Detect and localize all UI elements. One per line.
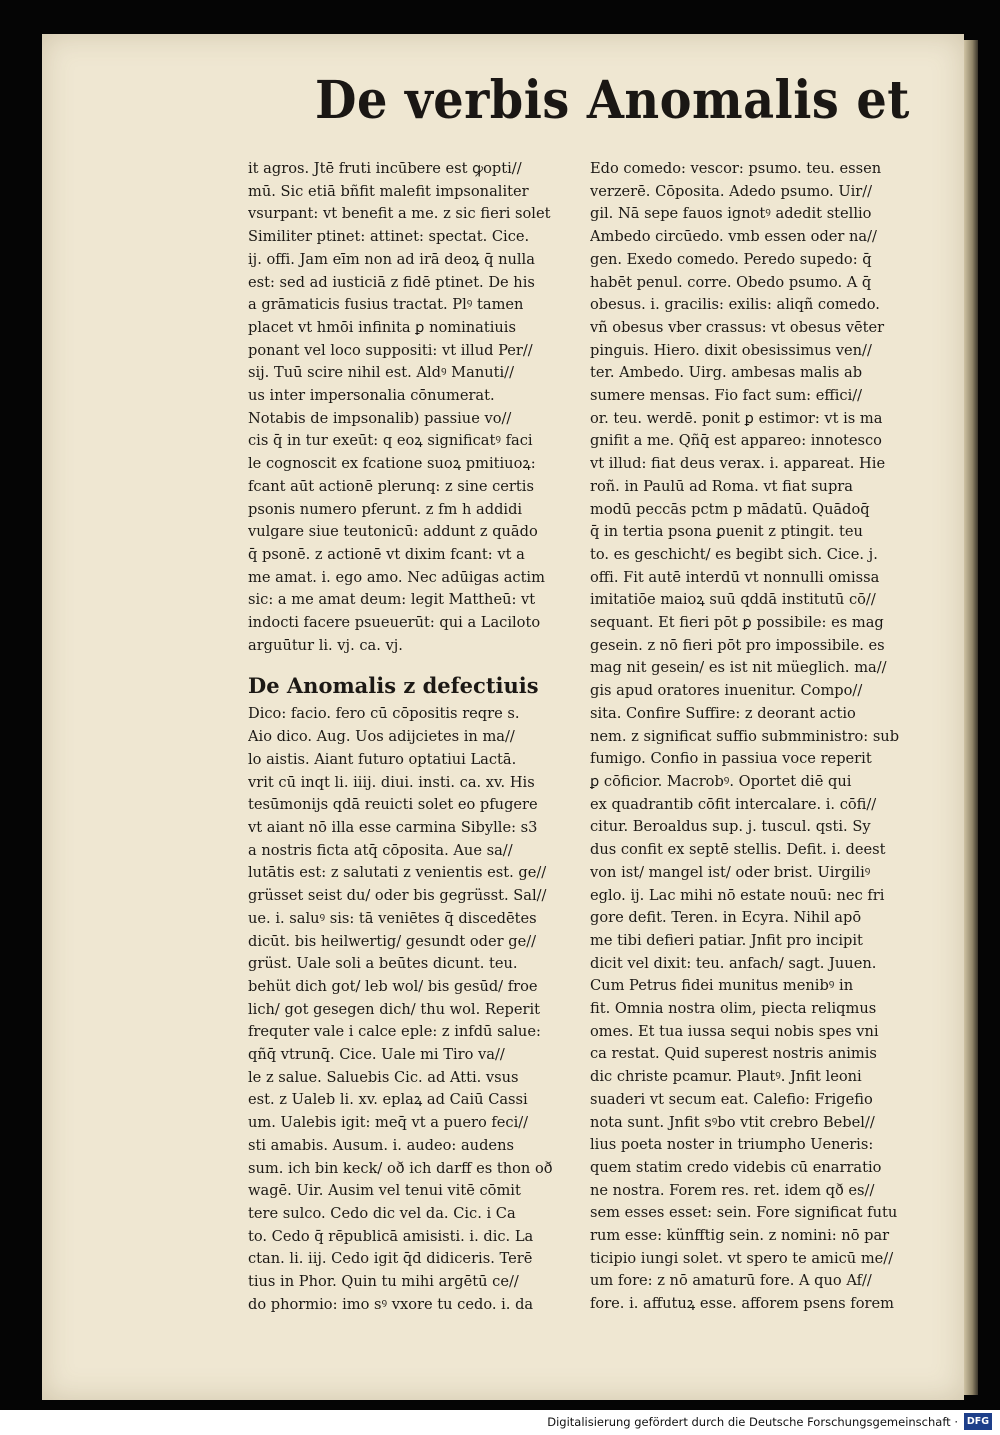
text-line: est: sed ad iusticiā z fidē ptinet. De his <box>248 273 535 291</box>
text-line: ctan. li. iij. Cedo igit q̄d didiceris. Terē <box>248 1250 533 1268</box>
text-line: gil. Nā sepe fauos ignotꝰ adedit stellio <box>590 205 872 223</box>
text-line: von ist/ mangel ist/ oder brist. Uirgiliꝰ <box>590 863 871 881</box>
text-line: Ambedo circūedo. vmb essen oder na// <box>590 228 877 246</box>
text-line: verzerē. Cōposita. Adedo psumo. Uir// <box>590 182 873 200</box>
text-line: me tibi defieri patiar. Jnfit pro incipit <box>590 931 863 949</box>
text-line: placet vt hmōi infinita ꝑ nominatiuis <box>248 318 516 336</box>
text-line: us inter impersonalia cōnumerat. <box>248 387 495 405</box>
text-line: mū. Sic etiā bñfit malefit impsonaliter <box>248 182 529 200</box>
text-line: obesus. i. gracilis: exilis: aliqñ comedo. <box>590 296 880 314</box>
text-line: modū peccās pctm p mādatū. Quādoq̄ <box>590 500 870 518</box>
text-line: ca restat. Quid superest nostris animis <box>590 1045 877 1063</box>
text-line: imitatiōe maioꝝ suū qddā institutū cō// <box>590 591 876 609</box>
text-line: suaderi vt secum eat. Calefio: Frigefio <box>590 1090 873 1108</box>
text-line: q̄ in tertia psona ꝑuenit z ptingit. teu <box>590 523 863 541</box>
text-line: tere sulco. Cedo dic vel da. Cic. i Ca <box>248 1204 516 1222</box>
text-line: sti amabis. Ausum. i. audeo: audens <box>248 1136 514 1154</box>
text-line: lo aistis. Aiant futuro optatiui Lactā. <box>248 750 517 768</box>
text-line: q̄ psonē. z actionē vt dixim fcant: vt a <box>248 545 525 563</box>
text-line: sum. ich bin keck/ oð ich darff es thon oð <box>248 1159 553 1177</box>
text-line: ue. i. saluꝰ sis: tā veniētes q̄ discedētes <box>248 909 537 927</box>
text-line: ponant vel loco suppositi: vt illud Per// <box>248 341 533 359</box>
text-line: offi. Fit autē interdū vt nonnulli omissa <box>590 568 880 586</box>
dfg-logo: DFG <box>964 1413 992 1430</box>
text-line: ꝑ cōficior. Macrobꝰ. Oportet diē qui <box>590 772 852 790</box>
left-column-bottom-text <box>248 703 593 1316</box>
text-line: Similiter ptinet: attinet: spectat. Cice. <box>248 228 530 246</box>
text-line: to. Cedo q̄ rēpublicā amisisti. i. dic. La <box>248 1227 534 1245</box>
text-line: nem. z significat suffio submministro: sub <box>590 727 900 745</box>
text-line: rum esse: künfftig sein. z nomini: nō par <box>590 1227 890 1245</box>
text-line: ticipio iungi solet. vt spero te amicū me// <box>590 1249 894 1267</box>
text-line: do phormio: imo sꝰ vxore tu cedo. i. da <box>248 1295 534 1313</box>
text-line: qñq̄ vtrunq̄. Cice. Uale mi Tiro va// <box>248 1046 505 1064</box>
text-line: sic: a me amat deum: legit Mattheū: vt <box>248 591 536 609</box>
text-line: lius poeta noster in triumpho Ueneris: <box>590 1136 874 1154</box>
text-line: ij. offi. Jam eīm non ad irā deoꝝ q̄ nulla <box>248 250 535 268</box>
text-line: fore. i. affutuꝝ esse. afforem psens forem <box>590 1295 894 1313</box>
right-column-text <box>590 158 942 1316</box>
text-line: um fore: z nō amaturū fore. A quo Af// <box>590 1272 872 1290</box>
text-line: nota sunt. Jnfit sꝰbo vtit crebro Bebel// <box>590 1113 875 1131</box>
text-line: gis apud oratores inuenitur. Compo// <box>590 682 863 700</box>
text-line: est. z Ualeb li. xv. eplaꝝ ad Caiū Cassi <box>248 1091 528 1109</box>
text-line: tius in Phor. Quin tu mihi argētū ce// <box>248 1273 519 1291</box>
text-line: ex quadrantib cōfit intercalare. i. cōfi// <box>590 795 877 813</box>
text-line: um. Ualebis igit: meq̄ vt a puero feci// <box>248 1114 529 1132</box>
text-line: lutātis est: z salutati z venientis est. ge// <box>248 864 547 882</box>
text-line: dicūt. bis heilwertig/ gesundt oder ge// <box>248 932 537 950</box>
text-line: pinguis. Hiero. dixit obesissimus ven// <box>590 341 872 359</box>
text-line: lich/ got gesegen dich/ thu wol. Reperit <box>248 1000 540 1018</box>
text-line: Cum Petrus fidei munitus menibꝰ in <box>590 977 854 995</box>
text-line: arguūtur li. vj. ca. vj. <box>248 636 403 654</box>
text-line: or. teu. werdē. ponit ꝑ estimor: vt is ma <box>590 409 883 427</box>
text-line: fit. Omnia nostra olim, piecta reliqmus <box>590 1000 877 1018</box>
text-line: citur. Beroaldus sup. j. tuscul. qsti. Sy <box>590 818 871 836</box>
text-line: roñ. in Paulū ad Roma. vt fiat supra <box>590 477 853 495</box>
text-line: le cognoscit ex fcatione suoꝝ pmitiuoꝝ: <box>248 455 536 473</box>
section-heading: De Anomalis z defectiuis <box>248 673 539 699</box>
text-line: ne nostra. Forem res. ret. idem qð es// <box>590 1181 875 1199</box>
text-line: vñ obesus vber crassus: vt obesus vēter <box>590 318 885 336</box>
text-line: dic christe pcamur. Plautꝰ. Jnfit leoni <box>590 1068 862 1086</box>
text-line: Dico: facio. fero cū cōpositis reqre s. <box>248 705 520 723</box>
text-line: wagē. Uir. Ausim vel tenui vitē cōmit <box>248 1182 521 1200</box>
right-column <box>590 158 942 1316</box>
text-line: tesūmonijs qdā reuicti solet eo pfugere <box>248 796 538 814</box>
left-column <box>248 158 593 1316</box>
text-line: behüt dich got/ leb wol/ bis gesūd/ froe <box>248 977 538 995</box>
text-line: fumigo. Confio in passiua voce reperit <box>590 750 872 768</box>
text-line: vt aiant nō illa esse carmina Sibylle: s3 <box>248 818 538 836</box>
text-line: vulgare siue teutonicū: addunt z quādo <box>248 523 538 541</box>
text-line: Edo comedo: vescor: psumo. teu. essen <box>590 160 882 177</box>
text-line: frequter vale i calce eple: z infdū salue: <box>248 1023 541 1041</box>
text-line: grüst. Uale soli a beūtes dicunt. teu. <box>248 955 518 973</box>
text-line: quem statim credo videbis cū enarratio <box>590 1158 882 1176</box>
text-line: gnifit a me. Qñq̄ est appareo: innotesco <box>590 432 882 450</box>
text-line: to. es geschicht/ es begibt sich. Cice. j. <box>590 545 878 563</box>
text-line: dus confit ex septē stellis. Defit. i. deest <box>590 841 886 859</box>
text-line: it agros. Jtē fruti incūbere est ꝙopti// <box>248 160 522 177</box>
text-line: grüsset seist du/ oder bis gegrüsst. Sal// <box>248 887 547 905</box>
text-line: a nostris ficta atq̄ cōposita. Aue sa// <box>248 841 513 859</box>
text-line: sij. Tuū scire nihil est. Aldꝰ Manuti// <box>248 364 514 382</box>
funding-credit: Digitalisierung gefördert durch die Deutsche Forschungsgemeinschaft · <box>547 1415 958 1429</box>
text-line: Notabis de impsonalib) passiue vo// <box>248 409 512 427</box>
text-line: gore defit. Teren. in Ecyra. Nihil apō <box>590 909 862 927</box>
text-line: eglo. ij. Lac mihi nō estate nouū: nec fri <box>590 886 885 904</box>
text-line: sita. Confire Suffire: z deorant actio <box>590 704 856 722</box>
text-line: vsurpant: vt benefit a me. z sic fieri solet <box>248 205 551 223</box>
footer-bar <box>0 1410 1000 1435</box>
text-line: gen. Exedo comedo. Peredo supedo: q̄ <box>590 250 872 268</box>
page-edge <box>964 40 978 1395</box>
text-line: a grāmaticis fusius tractat. Plꝰ tamen <box>248 296 524 314</box>
text-line: sem esses esset: sein. Fore significat futu <box>590 1204 898 1222</box>
text-line: fcant aūt actionē plerunq: z sine certis <box>248 477 534 495</box>
text-line: Aio dico. Aug. Uos adijcietes in ma// <box>248 728 515 746</box>
text-line: me amat. i. ego amo. Nec adūigas actim <box>248 568 545 586</box>
text-line: dicit vel dixit: teu. anfach/ sagt. Juuen. <box>590 954 877 972</box>
text-line: ter. Ambedo. Uirg. ambesas malis ab <box>590 364 863 382</box>
text-line: le z salue. Saluebis Cic. ad Atti. vsus <box>248 1068 519 1086</box>
text-line: vt illud: fiat deus verax. i. appareat. Hie <box>590 455 886 473</box>
text-line: psonis numero pferunt. z fm h addidi <box>248 500 523 518</box>
left-column-top-text <box>248 158 593 657</box>
text-line: cis q̄ in tur exeūt: q eoꝝ significatꝰ faci <box>248 432 533 450</box>
text-line: vrit cū inqt li. iiij. diui. insti. ca. xv. His <box>248 773 535 791</box>
text-line: sequant. Et fieri pōt ꝑ possibile: es mag <box>590 614 884 632</box>
text-line: omes. Et tua iussa sequi nobis spes vni <box>590 1022 879 1040</box>
text-line: gesein. z nō fieri pōt pro impossibile. es <box>590 636 885 654</box>
text-line: mag nit gesein/ es ist nit müeglich. ma// <box>590 659 887 677</box>
text-line: indocti facere psueuerūt: qui a Laciloto <box>248 614 541 632</box>
text-line: sumere mensas. Fio fact sum: effici// <box>590 387 863 405</box>
text-line: habēt penul. corre. Obedo psumo. A q̄ <box>590 273 872 291</box>
page-title: De verbis Anomalis et <box>315 70 910 131</box>
